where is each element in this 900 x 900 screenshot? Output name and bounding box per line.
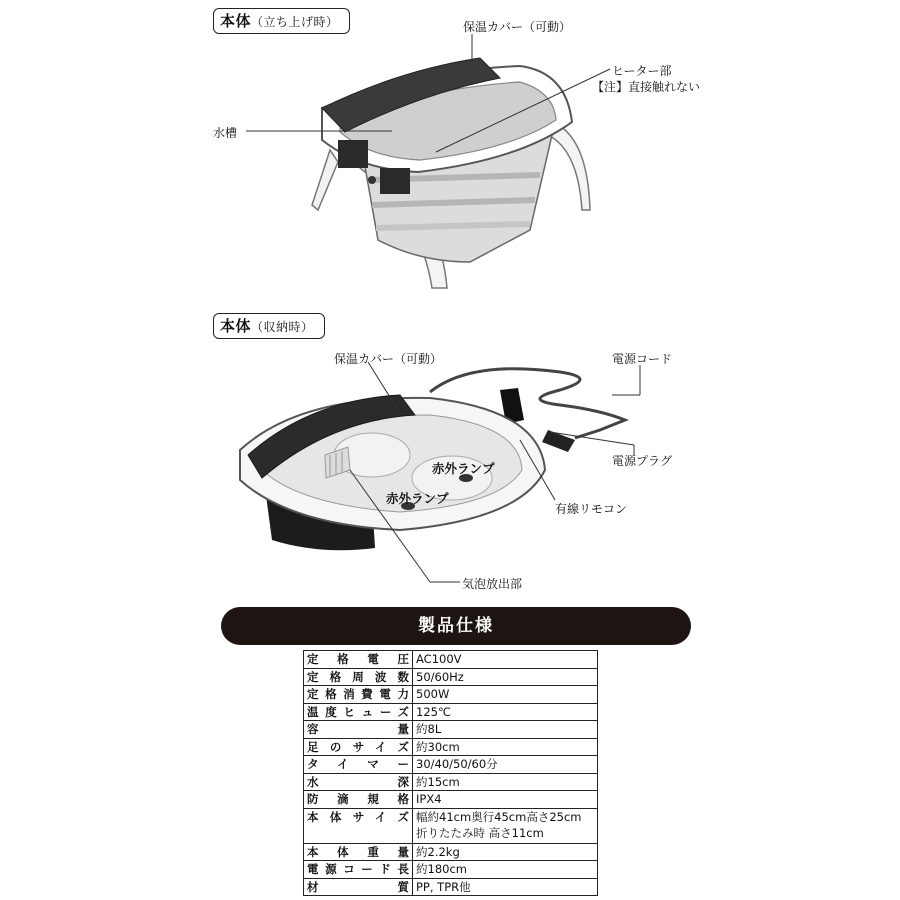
callout-bubbles: 気泡放出部 [462, 577, 523, 591]
upright-foot-bath-image [312, 58, 590, 288]
spec-key: 温度ヒューズ [304, 703, 413, 721]
callout-ir-lamp-2: 赤外ランプ [386, 491, 449, 506]
spec-key: 本体重量 [304, 843, 413, 861]
callout-heater: ヒーター部 [612, 64, 672, 78]
spec-key: 防滴規格 [304, 791, 413, 809]
callout-power-plug: 電源プラグ [612, 454, 673, 468]
spec-table [303, 650, 598, 896]
table-row [304, 721, 598, 739]
spec-value: PP, TPR他 [413, 878, 598, 896]
spec-key: 本体サイズ [304, 808, 413, 843]
section-tag-main: 本体 [220, 12, 252, 30]
spec-value: AC100V [413, 651, 598, 669]
table-row [304, 861, 598, 879]
spec-value-line-1: 幅約41cm奥行45cm高さ25cm [416, 809, 582, 824]
table-row [304, 703, 598, 721]
callout-remote: 有線リモコン [555, 502, 628, 516]
table-row [304, 651, 598, 669]
callout-cover-folded: 保温カバー（可動） [334, 352, 443, 366]
callout-ir-lamp-1: 赤外ランプ [432, 461, 495, 476]
table-row [304, 791, 598, 809]
table-row [304, 738, 598, 756]
spec-key: 定格周波数 [304, 668, 413, 686]
callout-power-cord: 電源コード [612, 352, 673, 366]
spec-value: 約15cm [413, 773, 598, 791]
spec-key: 定格消費電力 [304, 686, 413, 704]
callout-tank: 水槽 [213, 126, 238, 140]
spec-key: タイマー [304, 756, 413, 774]
table-row [304, 843, 598, 861]
spec-key: 容量 [304, 721, 413, 739]
table-row [304, 808, 598, 843]
spec-value-line-2: 折りたたみ時 高さ11cm [416, 825, 544, 840]
spec-value: 約30cm [413, 738, 598, 756]
callout-cover-upright: 保温カバー（可動） [463, 20, 572, 34]
spec-key: 足のサイズ [304, 738, 413, 756]
section-tag-sub: （立ち上げ時） [251, 15, 339, 29]
section-tag-folded [213, 313, 325, 339]
spec-value: IPX4 [413, 791, 598, 809]
spec-value: 約180cm [413, 861, 598, 879]
table-row [304, 773, 598, 791]
spec-key: 材質 [304, 878, 413, 896]
spec-value: 30/40/50/60分 [413, 756, 598, 774]
spec-value: 500W [413, 686, 598, 704]
spec-title: 製品仕様 [221, 607, 691, 645]
spec-key: 水深 [304, 773, 413, 791]
spec-value [413, 808, 598, 843]
spec-value: 約8L [413, 721, 598, 739]
table-row [304, 668, 598, 686]
spec-key: 電源コード長 [304, 861, 413, 879]
spec-value: 約2.2kg [413, 843, 598, 861]
spec-value: 125℃ [413, 703, 598, 721]
table-row [304, 686, 598, 704]
spec-key: 定格電圧 [304, 651, 413, 669]
table-row [304, 878, 598, 896]
table-row [304, 756, 598, 774]
section-tag-sub: （収納時） [251, 320, 314, 334]
section-tag-main: 本体 [220, 317, 252, 335]
callout-heater-note: 【注】直接触れない [592, 80, 701, 94]
spec-value: 50/60Hz [413, 668, 598, 686]
